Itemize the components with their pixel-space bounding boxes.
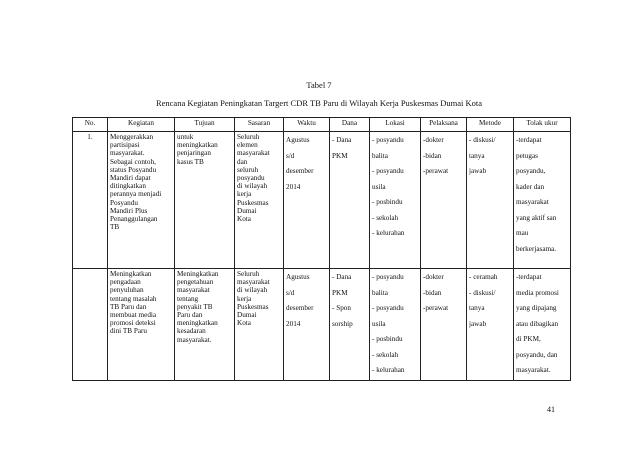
cell-line: - kelurahan — [372, 366, 405, 374]
cell-line: - sekolah — [372, 213, 399, 222]
cell-line: - posyandu — [372, 136, 404, 144]
cell-line: tanya — [469, 304, 485, 312]
cell-line: promosi deteksi — [110, 319, 156, 328]
cell-line: petugas — [516, 151, 538, 160]
cell-line: kerja — [237, 294, 252, 303]
cell-line: kader dan — [516, 182, 545, 191]
cell-line: membuat media — [110, 311, 157, 320]
column-header: No. — [73, 118, 108, 132]
column-header: Tujuan — [175, 118, 235, 132]
column-header: Pelaksana — [421, 118, 467, 132]
cell-line: masyarakat — [237, 278, 270, 287]
cell-line: kasus TB — [177, 157, 204, 166]
tujuan-cell — [175, 269, 235, 381]
cell-line: - posbindu — [372, 335, 403, 343]
cell-line: seluruh — [237, 165, 259, 174]
cell-line: jawab — [469, 167, 487, 175]
dana-cell — [330, 132, 370, 269]
column-header: Dana — [330, 118, 370, 132]
cell-line: -perawat — [423, 167, 449, 175]
cell-line: balita — [372, 151, 388, 160]
column-header: Waktu — [284, 118, 330, 132]
cell-line: masyarakat. — [516, 366, 551, 374]
table-header-row — [73, 118, 571, 132]
cell-line: Menggerakkan — [110, 133, 154, 141]
cell-line: Meningkatkan — [177, 270, 219, 278]
table-caption: Tabel 7 — [306, 80, 332, 90]
cell-line: perannya menjadi — [110, 190, 162, 199]
cell-line: meningkatkan — [177, 319, 218, 328]
cell-line: - posyandu — [372, 304, 404, 312]
cell-line: masyarakat. — [177, 335, 212, 344]
cell-line: yang aktif san — [516, 213, 557, 222]
cell-line: 2014 — [286, 319, 301, 328]
cell-line: TB Paru dan — [110, 302, 147, 311]
column-header: Kegiatan — [108, 118, 175, 132]
cell-line: -dokter — [423, 136, 444, 144]
cell-line: Penanggulangan — [110, 215, 158, 224]
cell-line: dini TB Paru — [110, 327, 148, 336]
cell-line: di wilayah — [237, 286, 268, 295]
cell-line: Meningkatkan — [110, 270, 152, 278]
tujuan-cell — [175, 132, 235, 269]
column-header: Metode — [467, 118, 514, 132]
cell-line: penyakit TB — [177, 302, 213, 311]
cell-line: Seluruh — [237, 133, 260, 141]
cell-line: Kota — [237, 319, 251, 328]
cell-line: - Dana — [332, 136, 352, 144]
cell-line: PKM — [332, 288, 348, 297]
cell-line: Posyandu — [110, 198, 138, 207]
cell-line: mau — [516, 229, 529, 237]
tolak-ukur-cell — [514, 269, 571, 381]
cell-line: desember — [286, 304, 314, 312]
cell-line: Kota — [237, 215, 251, 224]
cell-line: masyarakat — [516, 198, 549, 206]
cell-line: posyandu, dan — [516, 350, 558, 359]
cell-line: Sebagai contoh, — [110, 157, 156, 166]
cell-line: s/d — [286, 288, 295, 297]
cell-line: Agustus — [286, 136, 310, 144]
lokasi-cell — [370, 269, 421, 381]
cell-line: di wilayah — [237, 182, 268, 191]
cell-line: PKM — [332, 151, 348, 160]
cell-line: - posbindu — [372, 198, 403, 206]
cell-line: balita — [372, 288, 388, 297]
cell-line: masyarakat. — [110, 149, 145, 158]
waktu-cell — [284, 269, 330, 381]
cell-line: - posyandu — [372, 273, 404, 281]
metode-cell — [467, 269, 514, 381]
column-header: Tolak ukur — [514, 118, 571, 132]
cell-line: posyandu — [237, 174, 265, 183]
cell-line: -terdapat — [516, 273, 542, 281]
cell-line: posyandu, — [516, 167, 546, 175]
row-number: 1. — [73, 132, 108, 269]
cell-line: - diskusi/ — [469, 136, 496, 144]
lokasi-cell — [370, 132, 421, 269]
cell-line: kesadaran — [177, 327, 206, 336]
pelaksana-cell — [421, 269, 467, 381]
cell-line: TB — [110, 223, 120, 232]
cell-line: yang dipajang — [516, 304, 557, 312]
cell-line: pengadaan — [110, 278, 141, 287]
row-number — [73, 269, 108, 381]
dana-cell — [330, 269, 370, 381]
cell-line: -bidan — [423, 288, 442, 297]
cell-line: partisipasi — [110, 141, 140, 150]
cell-line: - posyandu — [372, 167, 404, 175]
cell-line: Seluruh — [237, 270, 260, 278]
cell-line: ditingkatkan — [110, 182, 146, 191]
cell-line: kerja — [237, 190, 252, 199]
cell-line: Mandiri Plus — [110, 206, 148, 215]
cell-line: - sekolah — [372, 350, 399, 359]
waktu-cell — [284, 132, 330, 269]
cell-line: sorship — [332, 319, 353, 328]
cell-line: atau dibagikan — [516, 319, 559, 328]
cell-line: untuk — [177, 133, 194, 141]
cell-line: status Posyandu — [110, 165, 157, 174]
cell-line: usila — [372, 182, 386, 191]
cell-line: meningkatkan — [177, 141, 218, 150]
cell-line: tentang — [177, 294, 199, 303]
cell-line: - Spon — [332, 304, 351, 312]
cell-line: -terdapat — [516, 136, 542, 144]
cell-line: media promosi — [516, 288, 559, 297]
cell-line: masyarakat — [177, 286, 210, 295]
cell-line: di PKM, — [516, 335, 541, 343]
cell-line: Mandiri dapat — [110, 174, 151, 183]
pelaksana-cell — [421, 132, 467, 269]
column-header: Lokasi — [370, 118, 421, 132]
cell-line: 2014 — [286, 182, 301, 191]
cell-line: -dokter — [423, 273, 444, 281]
cell-line: pengetahuan — [177, 278, 214, 287]
cell-line: berkerjasama. — [516, 244, 557, 253]
cell-line: usila — [372, 319, 386, 328]
cell-line: jawab — [469, 319, 487, 328]
cell-line: Dumai — [237, 206, 257, 215]
metode-cell — [467, 132, 514, 269]
activity-table — [72, 117, 571, 381]
column-header: Sasaran — [235, 118, 284, 132]
cell-line: Paru dan — [177, 311, 203, 320]
cell-line: - ceramah — [469, 273, 498, 281]
table-title: Rencana Kegiatan Peningkatan Targert CDR TB Paru di Wilayah Kerja Puskesmas Dumai Kota — [155, 98, 483, 108]
table-row — [73, 132, 571, 269]
kegiatan-cell — [108, 132, 175, 269]
cell-line: - kelurahan — [372, 229, 405, 237]
cell-line: elemen — [237, 141, 258, 150]
kegiatan-cell — [108, 269, 175, 381]
cell-line: Dumai — [237, 311, 257, 320]
page-number: 41 — [547, 405, 555, 414]
tolak-ukur-cell — [514, 132, 571, 269]
cell-line: Puskesmas — [237, 302, 269, 311]
cell-line: penjaringan — [177, 149, 211, 158]
cell-line: -perawat — [423, 304, 449, 312]
cell-line: -bidan — [423, 151, 442, 160]
cell-line: tanya — [469, 151, 485, 160]
cell-line: masyarakat — [237, 149, 270, 158]
cell-line: - Dana — [332, 273, 352, 281]
cell-line: tentang masalah — [110, 294, 157, 303]
cell-line: s/d — [286, 151, 295, 160]
sasaran-cell — [235, 269, 284, 381]
cell-line: dan — [237, 157, 248, 166]
cell-line: desember — [286, 167, 314, 175]
table-row — [73, 269, 571, 381]
cell-line: penyuluhan — [110, 286, 144, 295]
cell-line: Puskesmas — [237, 198, 269, 207]
cell-line: Agustus — [286, 273, 310, 281]
sasaran-cell — [235, 132, 284, 269]
cell-line: - diskusi/ — [469, 288, 496, 297]
